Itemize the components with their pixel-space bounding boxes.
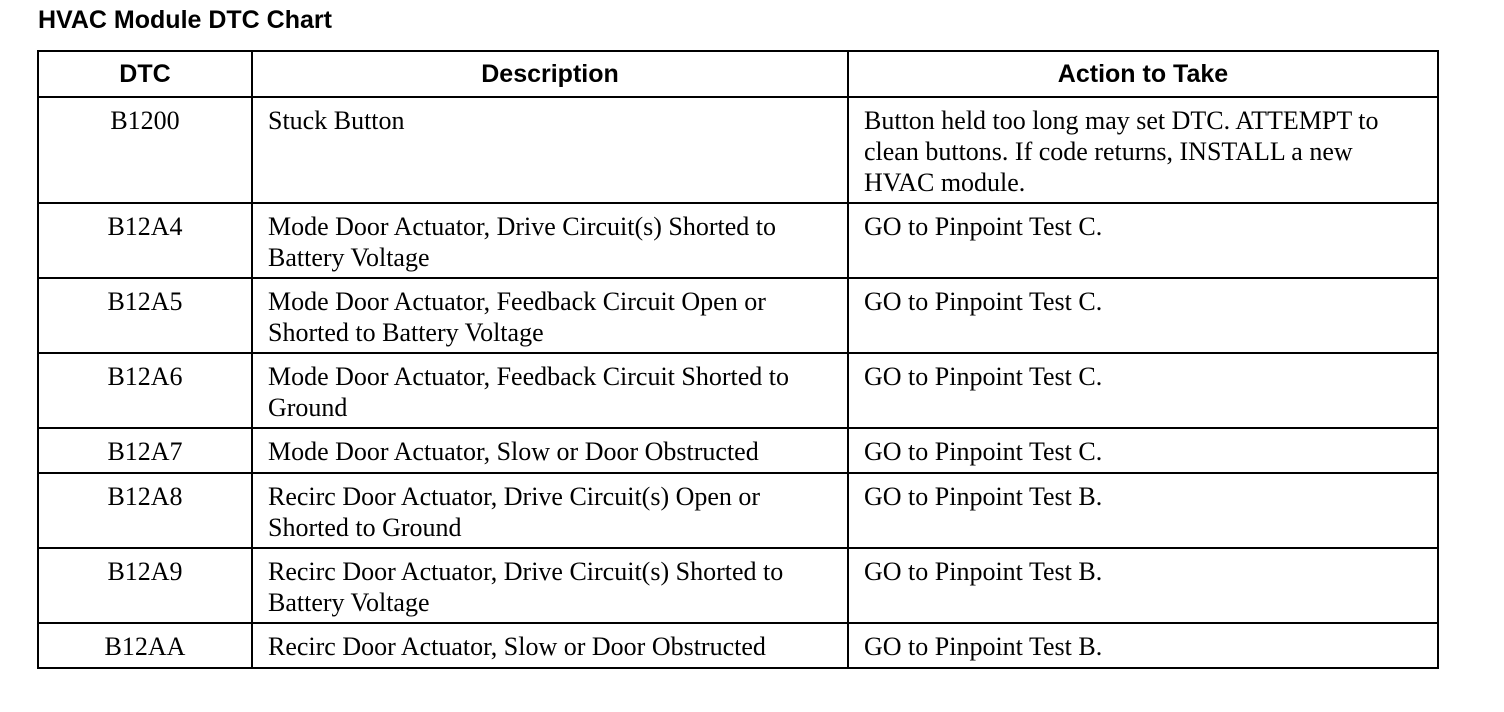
dtc-description: Recirc Door Actuator, Slow or Door Obstructed — [252, 623, 848, 668]
dtc-code: B12AA — [38, 623, 252, 668]
dtc-action: GO to Pinpoint Test B. — [848, 473, 1438, 548]
dtc-action: GO to Pinpoint Test C. — [848, 353, 1438, 428]
table-row — [38, 548, 1438, 623]
dtc-action: GO to Pinpoint Test C. — [848, 278, 1438, 353]
table-row — [38, 97, 1438, 203]
dtc-action: GO to Pinpoint Test B. — [848, 548, 1438, 623]
table-row — [38, 278, 1438, 353]
page-title: HVAC Module DTC Chart — [38, 6, 332, 34]
dtc-description: Recirc Door Actuator, Drive Circuit(s) Shorted to Battery Voltage — [252, 548, 848, 623]
table-row — [38, 623, 1438, 668]
dtc-code: B12A8 — [38, 473, 252, 548]
dtc-action: Button held too long may set DTC. ATTEMPT to clean buttons. If code returns, INSTALL a new HVAC module. — [848, 97, 1438, 203]
dtc-code: B1200 — [38, 97, 252, 203]
table-row — [38, 203, 1438, 278]
dtc-action: GO to Pinpoint Test B. — [848, 623, 1438, 668]
dtc-code: B12A5 — [38, 278, 252, 353]
header-dtc: DTC — [38, 51, 252, 97]
dtc-description: Mode Door Actuator, Slow or Door Obstructed — [252, 428, 848, 473]
dtc-description: Mode Door Actuator, Feedback Circuit Open or Shorted to Battery Voltage — [252, 278, 848, 353]
table-row — [38, 428, 1438, 473]
dtc-action: GO to Pinpoint Test C. — [848, 203, 1438, 278]
dtc-action: GO to Pinpoint Test C. — [848, 428, 1438, 473]
header-description: Description — [252, 51, 848, 97]
table-row — [38, 473, 1438, 548]
dtc-description: Stuck Button — [252, 97, 848, 203]
dtc-code: B12A7 — [38, 428, 252, 473]
table-row — [38, 353, 1438, 428]
dtc-code: B12A9 — [38, 548, 252, 623]
dtc-description: Recirc Door Actuator, Drive Circuit(s) Open or Shorted to Ground — [252, 473, 848, 548]
dtc-code: B12A4 — [38, 203, 252, 278]
header-action: Action to Take — [848, 51, 1438, 97]
dtc-description: Mode Door Actuator, Feedback Circuit Shorted to Ground — [252, 353, 848, 428]
table-header-row — [38, 51, 1438, 97]
dtc-table — [37, 50, 1439, 669]
dtc-description: Mode Door Actuator, Drive Circuit(s) Shorted to Battery Voltage — [252, 203, 848, 278]
dtc-code: B12A6 — [38, 353, 252, 428]
